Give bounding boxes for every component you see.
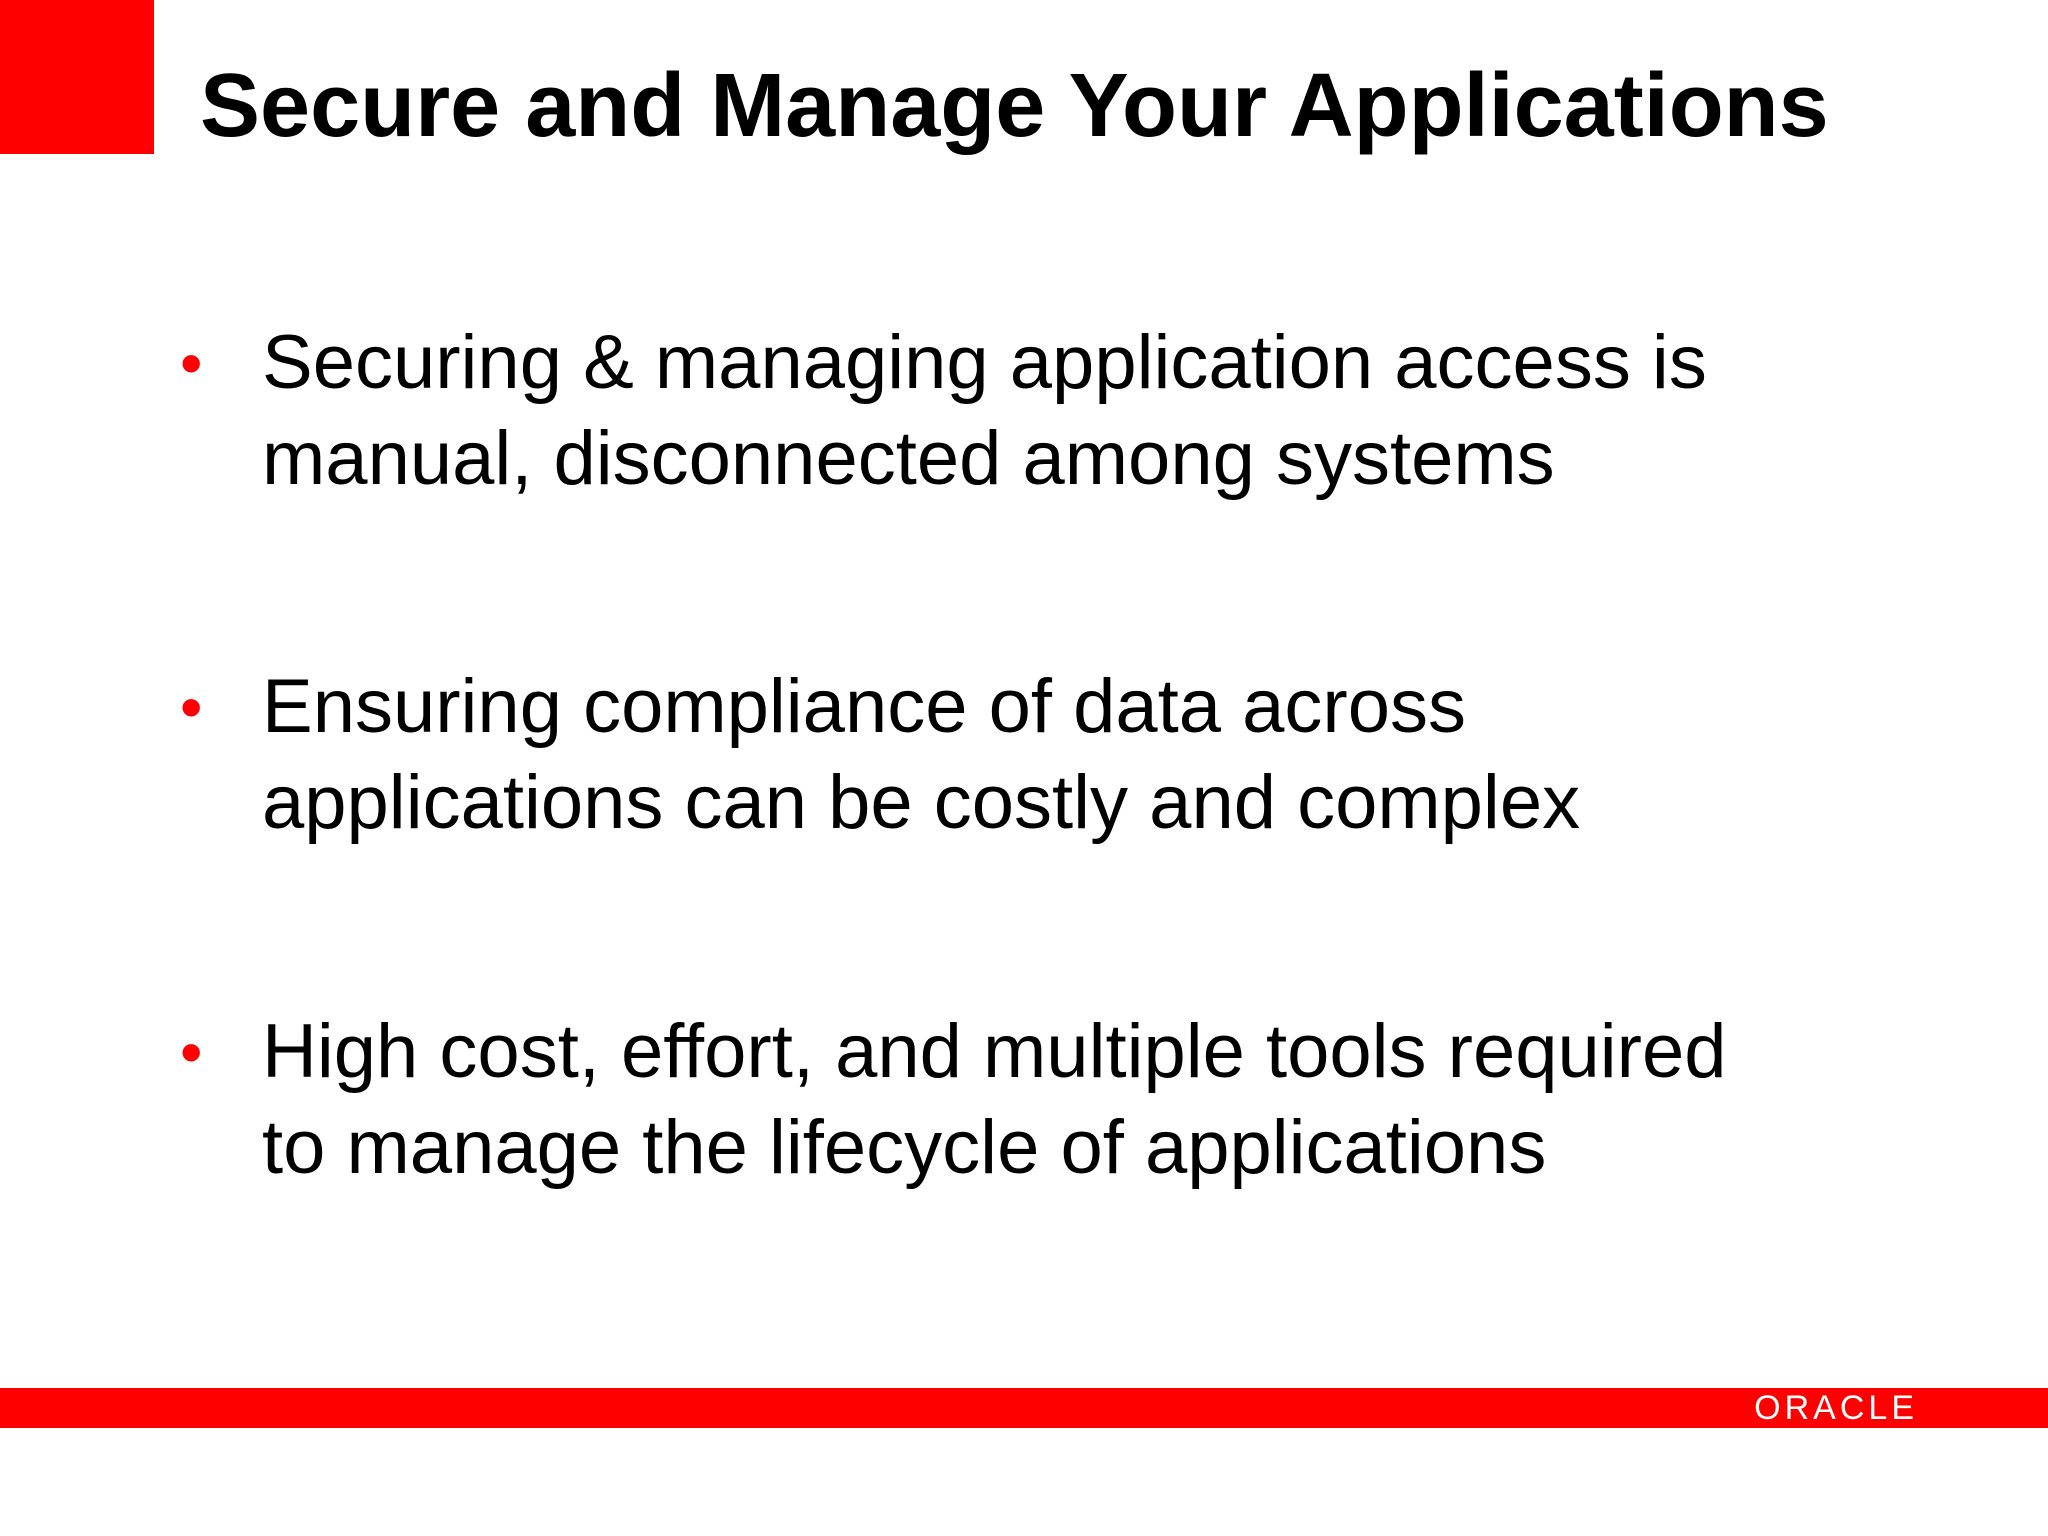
bullet-line: manual, disconnected among systems [262, 416, 1555, 501]
bullet-marker: • [180, 671, 203, 743]
bullet-line: Securing & managing application access is [262, 320, 1707, 405]
bullet-text [262, 659, 1902, 851]
bullet-item [180, 1004, 1880, 1204]
bullet-text [262, 315, 1902, 507]
bullet-line: Ensuring compliance of data across [262, 664, 1466, 749]
bullet-item [180, 315, 1880, 515]
corner-accent-square [0, 0, 154, 154]
bullet-line: High cost, effort, and multiple tools required [262, 1009, 1727, 1094]
oracle-logo: ORACLE [1754, 1389, 1918, 1427]
bullet-text [262, 1004, 1902, 1196]
bullet-line: applications can be costly and complex [262, 760, 1581, 845]
bullet-line: to manage the lifecycle of applications [262, 1105, 1547, 1190]
bullet-marker: • [180, 1016, 203, 1088]
footer-bar [0, 1388, 2048, 1428]
slide-title: Secure and Manage Your Applications [200, 56, 1829, 156]
bullet-item [180, 659, 1880, 859]
bullet-marker: • [180, 327, 203, 399]
